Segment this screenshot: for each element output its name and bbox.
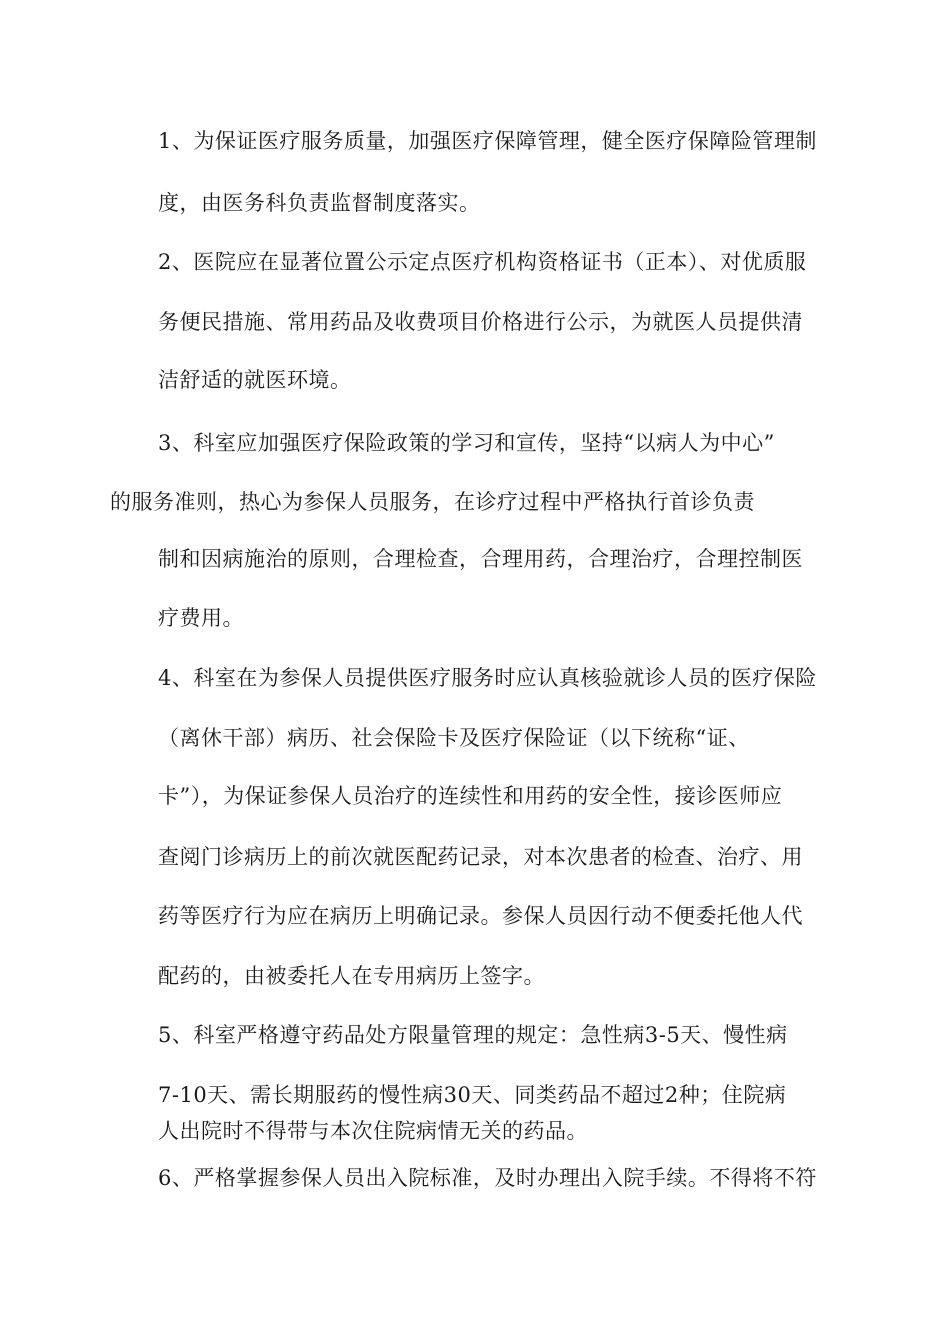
- text-line: 卡”），为保证参保人员治疗的连续性和用药的安全性，接诊医师应: [158, 784, 783, 808]
- text-line: 6、严格掌握参保人员出入院标准，及时办理出入院手续。不得将不符: [158, 1166, 817, 1190]
- text-line: 制和因病施治的原则，合理检查，合理用药，合理治疗，合理控制医: [158, 547, 803, 571]
- text-line: 7-10天、需长期服药的慢性病30天、同类药品不超过2种；住院病: [158, 1083, 787, 1107]
- text-line: 查阅门诊病历上的前次就医配药记录，对本次患者的检查、治疗、用: [158, 845, 803, 869]
- text-line: 1、为保证医疗服务质量，加强医疗保障管理，健全医疗保障险管理制: [158, 129, 817, 153]
- text-line: 药等医疗行为应在病历上明确记录。参保人员因行动不便委托他人代: [158, 904, 803, 928]
- text-line: 洁舒适的就医环境。: [158, 368, 352, 392]
- text-line: 人出院时不得带与本次住院病情无关的药品。: [158, 1119, 588, 1143]
- text-line: 2、医院应在显著位置公示定点医疗机构资格证书（正本）、对优质服: [158, 250, 807, 274]
- text-line: 度，由医务科负责监督制度落实。: [158, 191, 481, 215]
- text-line: 5、科室严格遵守药品处方限量管理的规定：急性病3-5天、慢性病: [158, 1023, 788, 1047]
- text-line: 的服务准则，热心为参保人员服务，在诊疗过程中严格执行首诊负责: [110, 490, 755, 514]
- text-line: 疗费用。: [158, 606, 244, 630]
- text-line: 3、科室应加强医疗保险政策的学习和宣传，坚持“以病人为中心”: [158, 431, 775, 455]
- text-line: （离休干部）病历、社会保险卡及医疗保险证（以下统称“证、: [158, 726, 750, 750]
- text-line: 4、科室在为参保人员提供医疗服务时应认真核验就诊人员的医疗保险: [158, 666, 817, 690]
- text-line: 配药的，由被委托人在专用病历上签字。: [158, 964, 545, 988]
- text-line: 务便民措施、常用药品及收费项目价格进行公示，为就医人员提供清: [158, 310, 803, 334]
